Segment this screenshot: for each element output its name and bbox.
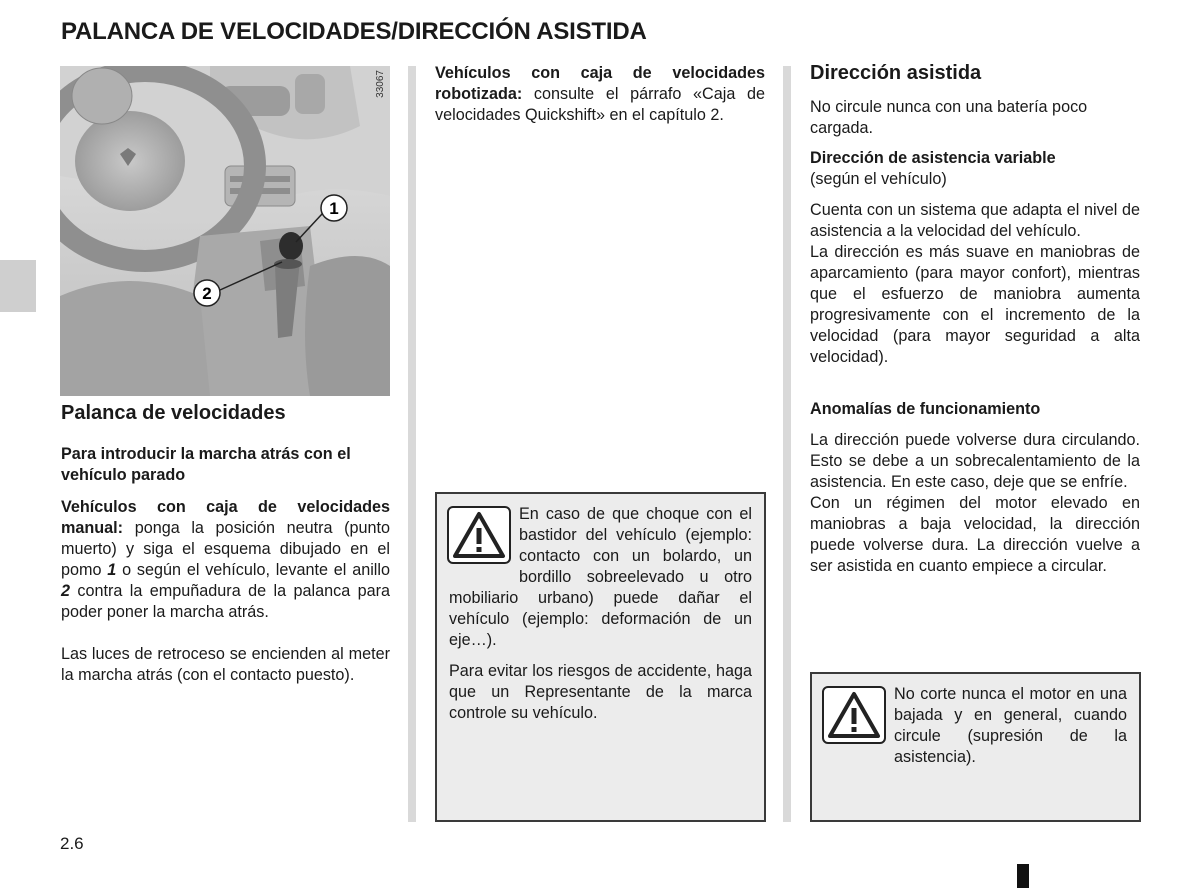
car-interior-drawing <box>60 66 390 396</box>
paragraph-battery: No circule nunca con una batería poco cargada. <box>810 98 1088 137</box>
callout-2: 2 <box>202 284 212 303</box>
column-divider-left <box>408 66 416 822</box>
paragraph-variable: Dirección de asistencia variable (según el vehículo) <box>810 149 1056 188</box>
figure-code: 33067 <box>375 70 386 98</box>
gear-lever-illustration <box>60 66 390 396</box>
column-divider-right <box>783 66 791 822</box>
subheading-reverse: Para introducir la marcha atrás con el vehículo parado <box>61 445 351 484</box>
chapter-tab <box>0 260 36 312</box>
section-heading-gear: Palanca de velocidades <box>61 402 286 424</box>
warning-box-engine <box>810 672 1141 822</box>
paragraph-manual: Vehículos con caja de velocidades manual: ponga la posición neutra (punto muerto) y siga el esquema dibujado en el pomo 1 o según el vehículo, levante el anillo 2 contra la empuñadura de la palanca para poder poner la marcha atrás. <box>61 498 390 621</box>
warning-box-collision <box>435 492 766 822</box>
paragraph-robotized: Vehículos con caja de velocidades robotizada: consulte el párrafo «Caja de velocidades Quickshift» en el capítulo 2. <box>435 64 765 124</box>
anomalies-label: Anomalías de funcionamiento <box>810 400 1041 418</box>
paragraph-anomalies: La dirección puede volverse dura circulando. Esto se debe a un sobrecalentamiento de la asistencia. En este caso, deje que se enfríe. Con un régimen del motor elevado en maniobras a baja velocidad, la dirección puede volverse dura. La dirección vuelve a ser asistida en cuanto empiece a circular. <box>810 431 1140 575</box>
section-heading-steering: Dirección asistida <box>810 62 982 84</box>
paragraph-system: Cuenta con un sistema que adapta el nivel de asistencia a la velocidad del vehículo. La dirección es más suave en maniobras de aparcamiento (para mayor confort), mientras que el esfuerzo de maniobra aumenta progresivamente con el incremento de la velocidad (para mayor seguridad a alta velocidad). <box>810 201 1140 366</box>
warning-text-2: Para evitar los riesgos de accidente, haga que un Representante de la marca controle su vehículo. <box>449 662 752 722</box>
page-title: PALANCA DE VELOCIDADES/DIRECCIÓN ASISTIDA <box>61 18 647 45</box>
page-number: 2.6 <box>60 834 84 853</box>
warning-text-1: En caso de que choque con el bastidor del vehículo (ejemplo: contacto con un bolardo, un bordillo sobreelevado u otro mobiliario urbano) puede dañar el vehículo (ejemplo: deformación de un eje…). <box>449 505 752 649</box>
robotized-label: Vehículos con caja de velocidades robotizada: <box>435 64 765 103</box>
callout-1: 1 <box>329 199 339 218</box>
manual-label: Vehículos con caja de velocidades manual: <box>61 498 390 537</box>
warning-triangle-icon <box>822 686 886 744</box>
page-edge-mark <box>1017 864 1029 888</box>
paragraph-lights: Las luces de retroceso se encienden al meter la marcha atrás (con el contacto puesto). <box>61 645 390 684</box>
warning-text-engine: No corte nunca el motor en una bajada y en general, cuando circule (supresión de la asistencia). <box>894 685 1127 766</box>
variable-label: Dirección de asistencia variable <box>810 149 1056 167</box>
